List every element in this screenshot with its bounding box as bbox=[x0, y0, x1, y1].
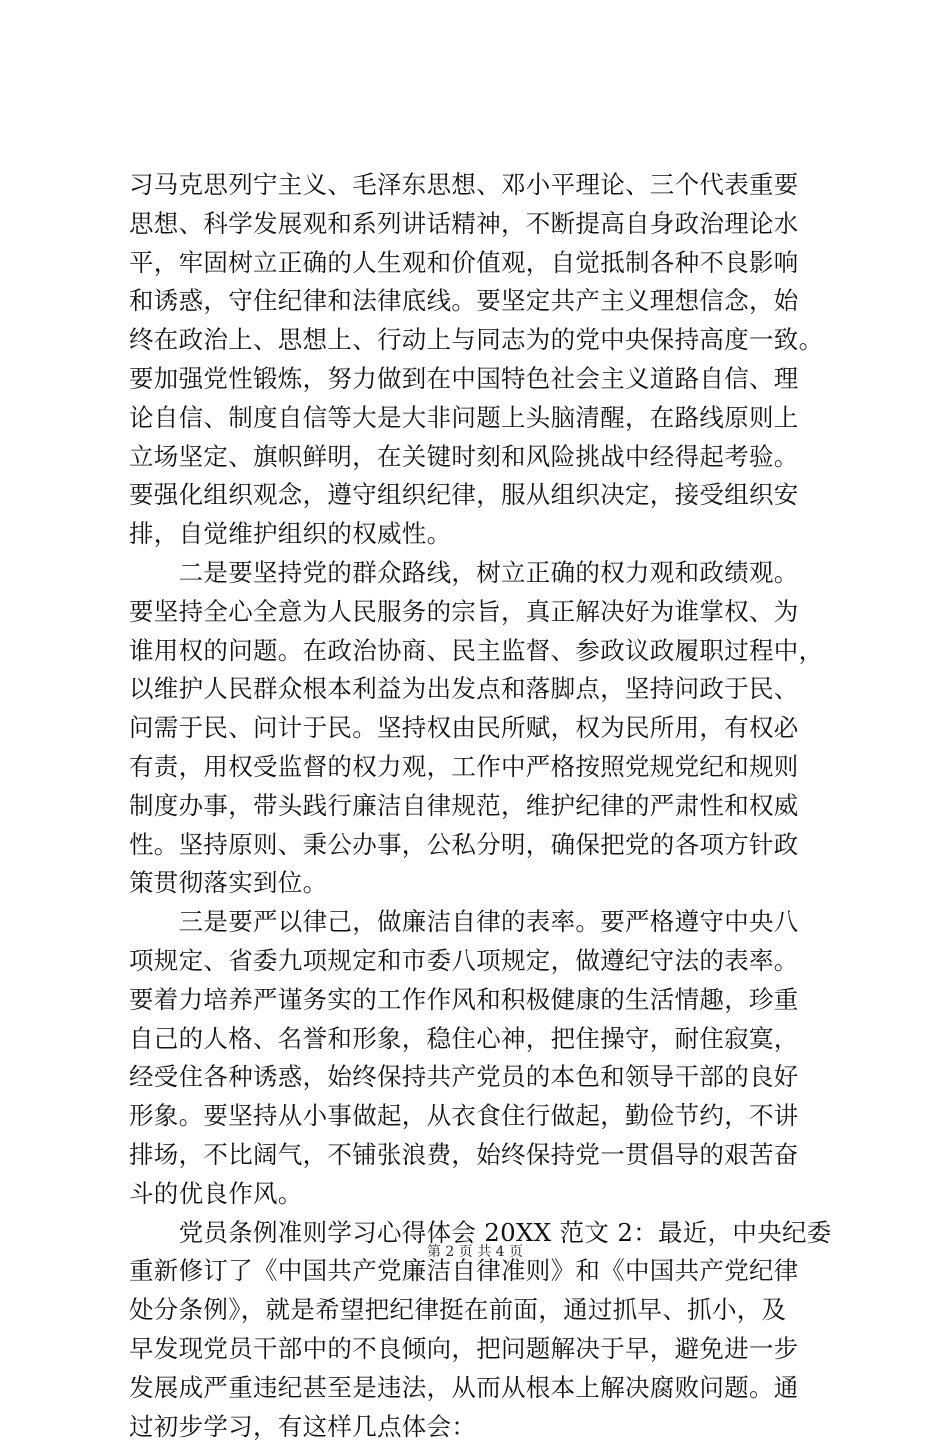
text-line: 经受住各种诱惑，始终保持共产党员的本色和领导干部的良好 bbox=[129, 1058, 829, 1097]
text-line: 要坚持全心全意为人民服务的宗旨，真正解决好为谁掌权、为 bbox=[129, 593, 829, 632]
text-line: 项规定、省委九项规定和市委八项规定，做遵纪守法的表率。 bbox=[129, 942, 829, 981]
text-line: 论自信、制度自信等大是大非问题上头脑清醒，在路线原则上 bbox=[129, 399, 829, 438]
text-line: 策贯彻落实到位。 bbox=[129, 864, 829, 903]
text-line: 早发现党员干部中的不良倾向，把问题解决于早，避免进一步 bbox=[129, 1330, 829, 1369]
text-line: 自己的人格、名誉和形象，稳住心神，把住操守，耐住寂寞， bbox=[129, 1020, 829, 1059]
text-line: 发展成严重违纪甚至是违法，从而从根本上解决腐败问题。通 bbox=[129, 1369, 829, 1408]
text-line: 形象。要坚持从小事做起，从衣食住行做起，勤俭节约，不讲 bbox=[129, 1097, 829, 1136]
text-line: 要强化组织观念，遵守组织纪律，服从组织决定，接受组织安 bbox=[129, 476, 829, 515]
text-line: 要加强党性锻炼，努力做到在中国特色社会主义道路自信、理 bbox=[129, 360, 829, 399]
text-line: 谁用权的问题。在政治协商、民主监督、参政议政履职过程中， bbox=[129, 632, 829, 671]
text-line: 制度办事，带头践行廉洁自律规范，维护纪律的严肃性和权威 bbox=[129, 787, 829, 826]
text-line: 平，牢固树立正确的人生观和价值观，自觉抵制各种不良影响 bbox=[129, 244, 829, 283]
text-line: 斗的优良作风。 bbox=[129, 1175, 829, 1214]
page-number-footer: 第 2 页 共 4 页 bbox=[0, 1242, 950, 1262]
text-line: 终在政治上、思想上、行动上与同志为的党中央保持高度一致。 bbox=[129, 321, 829, 360]
text-line: 思想、科学发展观和系列讲话精神，不断提高自身政治理论水 bbox=[129, 205, 829, 244]
text-line: 党员条例准则学习心得体会 20XX 范文 2：最近，中央纪委 bbox=[129, 1214, 829, 1253]
text-line: 习马克思列宁主义、毛泽东思想、邓小平理论、三个代表重要 bbox=[129, 166, 829, 205]
text-line: 处分条例》，就是希望把纪律挺在前面，通过抓早、抓小，及 bbox=[129, 1291, 829, 1330]
text-line: 和诱惑，守住纪律和法律底线。要坚定共产主义理想信念，始 bbox=[129, 282, 829, 321]
text-line: 二是要坚持党的群众路线，树立正确的权力观和政绩观。 bbox=[129, 554, 829, 593]
text-line: 有责，用权受监督的权力观，工作中严格按照党规党纪和规则 bbox=[129, 748, 829, 787]
text-line: 立场坚定、旗帜鲜明，在关键时刻和风险挑战中经得起考验。 bbox=[129, 438, 829, 477]
text-line: 性。坚持原则、秉公办事，公私分明，确保把党的各项方针政 bbox=[129, 826, 829, 865]
text-line: 三是要严以律己，做廉洁自律的表率。要严格遵守中央八 bbox=[129, 903, 829, 942]
text-line: 以维护人民群众根本利益为出发点和落脚点，坚持问政于民、 bbox=[129, 670, 829, 709]
text-line: 重新修订了《中国共产党廉洁自律准则》和《中国共产党纪律 bbox=[129, 1252, 829, 1291]
text-line: 要着力培养严谨务实的工作作风和积极健康的生活情趣，珍重 bbox=[129, 981, 829, 1020]
text-line: 过初步学习，有这样几点体会： bbox=[129, 1408, 829, 1446]
text-line: 问需于民、问计于民。坚持权由民所赋，权为民所用，有权必 bbox=[129, 709, 829, 748]
text-line: 排场，不比阔气，不铺张浪费，始终保持党一贯倡导的艰苦奋 bbox=[129, 1136, 829, 1175]
text-line: 排，自觉维护组织的权威性。 bbox=[129, 515, 829, 554]
